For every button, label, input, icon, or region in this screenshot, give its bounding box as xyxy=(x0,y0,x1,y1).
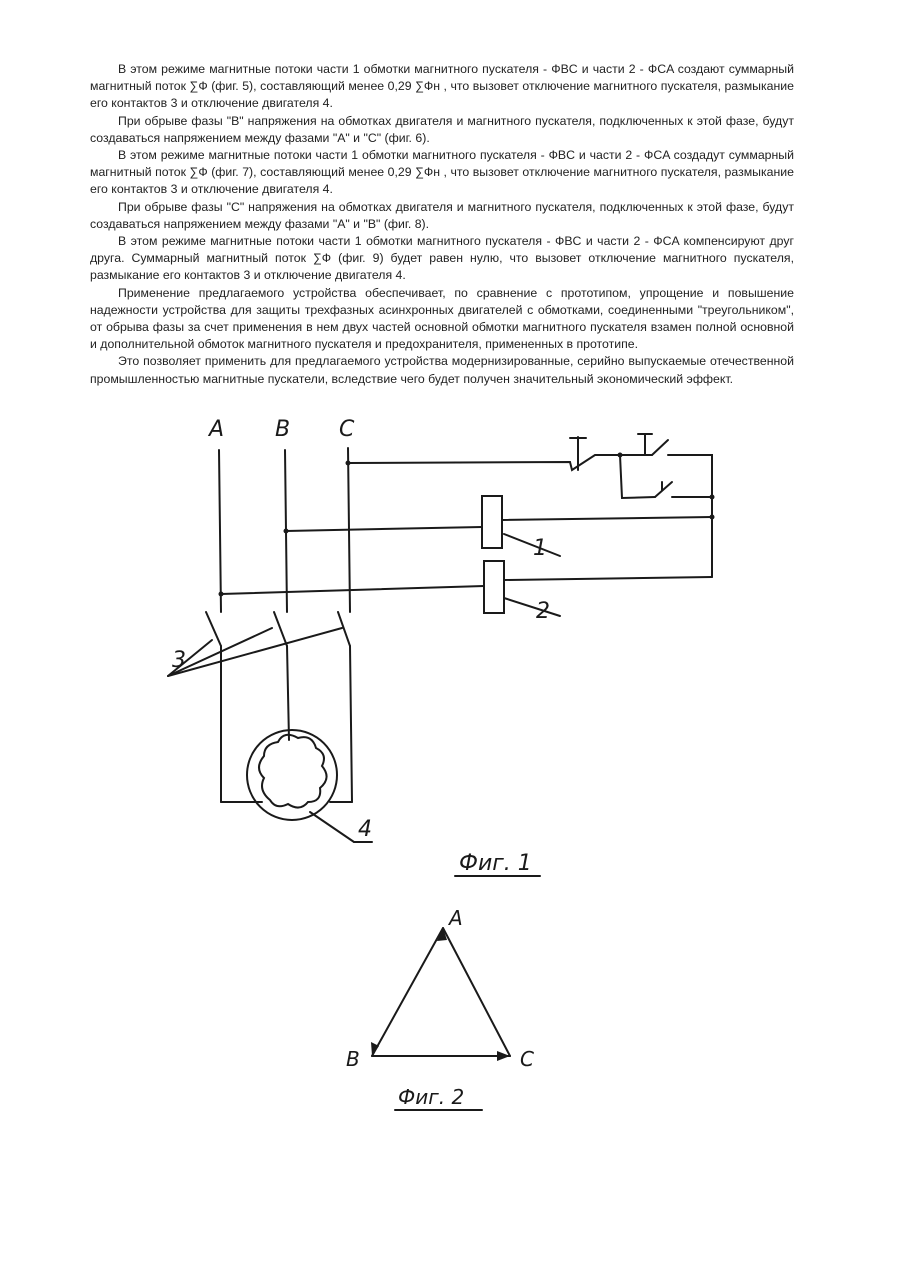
phase-label-c: С xyxy=(339,417,355,442)
figure-1-caption: Фиг. 1 xyxy=(459,851,532,876)
body-text xyxy=(90,61,794,388)
paragraph-7 xyxy=(90,353,794,387)
paragraph-3 xyxy=(90,147,794,199)
figure-2-triangle xyxy=(330,895,550,1125)
edge-ca xyxy=(443,928,510,1056)
vertex-label-a: А xyxy=(449,906,463,930)
paragraph-4 xyxy=(90,199,794,233)
paragraph-1-text: В этом режиме магнитные потоки части 1 обмотки магнитного пускателя - ФBC и части 2 - ФCA создают суммарный магнитный поток ∑Ф (фиг. 5), составляющий менее 0,29 ∑Фн , что вызовет отключение магнитного пускателя, размыкание его контактов 3 и отключение двигателя 4. xyxy=(90,62,794,111)
callout-3: 3 xyxy=(172,648,186,673)
callout-1: 1 xyxy=(533,536,547,561)
paragraph-2-text: При обрыве фазы "В" напряжения на обмотках двигателя и магнитного пускателя, подключенных к этой фазе, будут создаваться напряжением между фазами "А" и "С" (фиг. 6). xyxy=(90,113,794,145)
paragraph-5 xyxy=(90,233,794,285)
wire-c-to-contacts xyxy=(348,455,620,470)
paragraph-4-text: При обрыве фазы "С" напряжения на обмотках двигателя и магнитного пускателя, подключенных к этой фазе, будут создаваться напряжением между фазами "А" и "В" (фиг. 8). xyxy=(90,199,794,231)
paragraph-1 xyxy=(90,61,794,113)
wire-a-to-coil2 xyxy=(221,586,484,594)
coil-1 xyxy=(482,496,502,548)
callout-4: 4 xyxy=(358,817,372,842)
callout-2: 2 xyxy=(536,599,550,624)
vertex-label-c: С xyxy=(520,1047,534,1071)
paragraph-6 xyxy=(90,285,794,354)
figure-1-schematic xyxy=(150,410,730,890)
phase-label-b: В xyxy=(275,417,291,442)
paragraph-2 xyxy=(90,113,794,147)
figure-2-caption: Фиг. 2 xyxy=(398,1085,465,1109)
coil-2 xyxy=(484,561,504,613)
paragraph-6-text: Применение предлагаемого устройства обеспечивает, по сравнение с прототипом, упрощение и повышение надежности устройства для защиты трехфазных асинхронных двигателей с обмотками, соединенными "треугольником", от обрыва фазы за счет применения в нем двух частей основной обмотки магнитного пускателя взамен полной основной и дополнительной обмоток магнитного пускателя и предохранителя, примененных в прототипе. xyxy=(90,285,794,352)
paragraph-3-text: В этом режиме магнитные потоки части 1 обмотки магнитного пускателя - ФBC и части 2 - ФCA создадут суммарный магнитный поток ∑Ф (фиг. 7), составляющий менее 0,29 ∑Фн , что вызовет отключение магнитного пускателя, размыкание его контактов 3 и отключение двигателя 4. xyxy=(90,148,794,197)
phase-label-a: А xyxy=(209,417,225,442)
wire-b-to-coil1 xyxy=(286,527,482,531)
paragraph-5-text: В этом режиме магнитные потоки части 1 обмотки магнитного пускателя - ФBC и части 2 - ФCA компенсируют друг друга. Суммарный магнитный поток ∑Ф (фиг. 9) будет равен нулю, что вызовет отключение магнитного пускателя, размыкание его контактов 3 и отключение двигателя 4. xyxy=(90,234,794,283)
vertex-label-b: В xyxy=(346,1047,360,1071)
paragraph-7-text: Это позволяет применить для предлагаемого устройства модернизированные, серийно выпускаемые отечественной промышленностью магнитные пускатели, вследствие чего будет получен значительный экономический эффект. xyxy=(90,354,794,386)
edge-ab xyxy=(372,928,443,1056)
phase-a-line xyxy=(219,450,221,612)
